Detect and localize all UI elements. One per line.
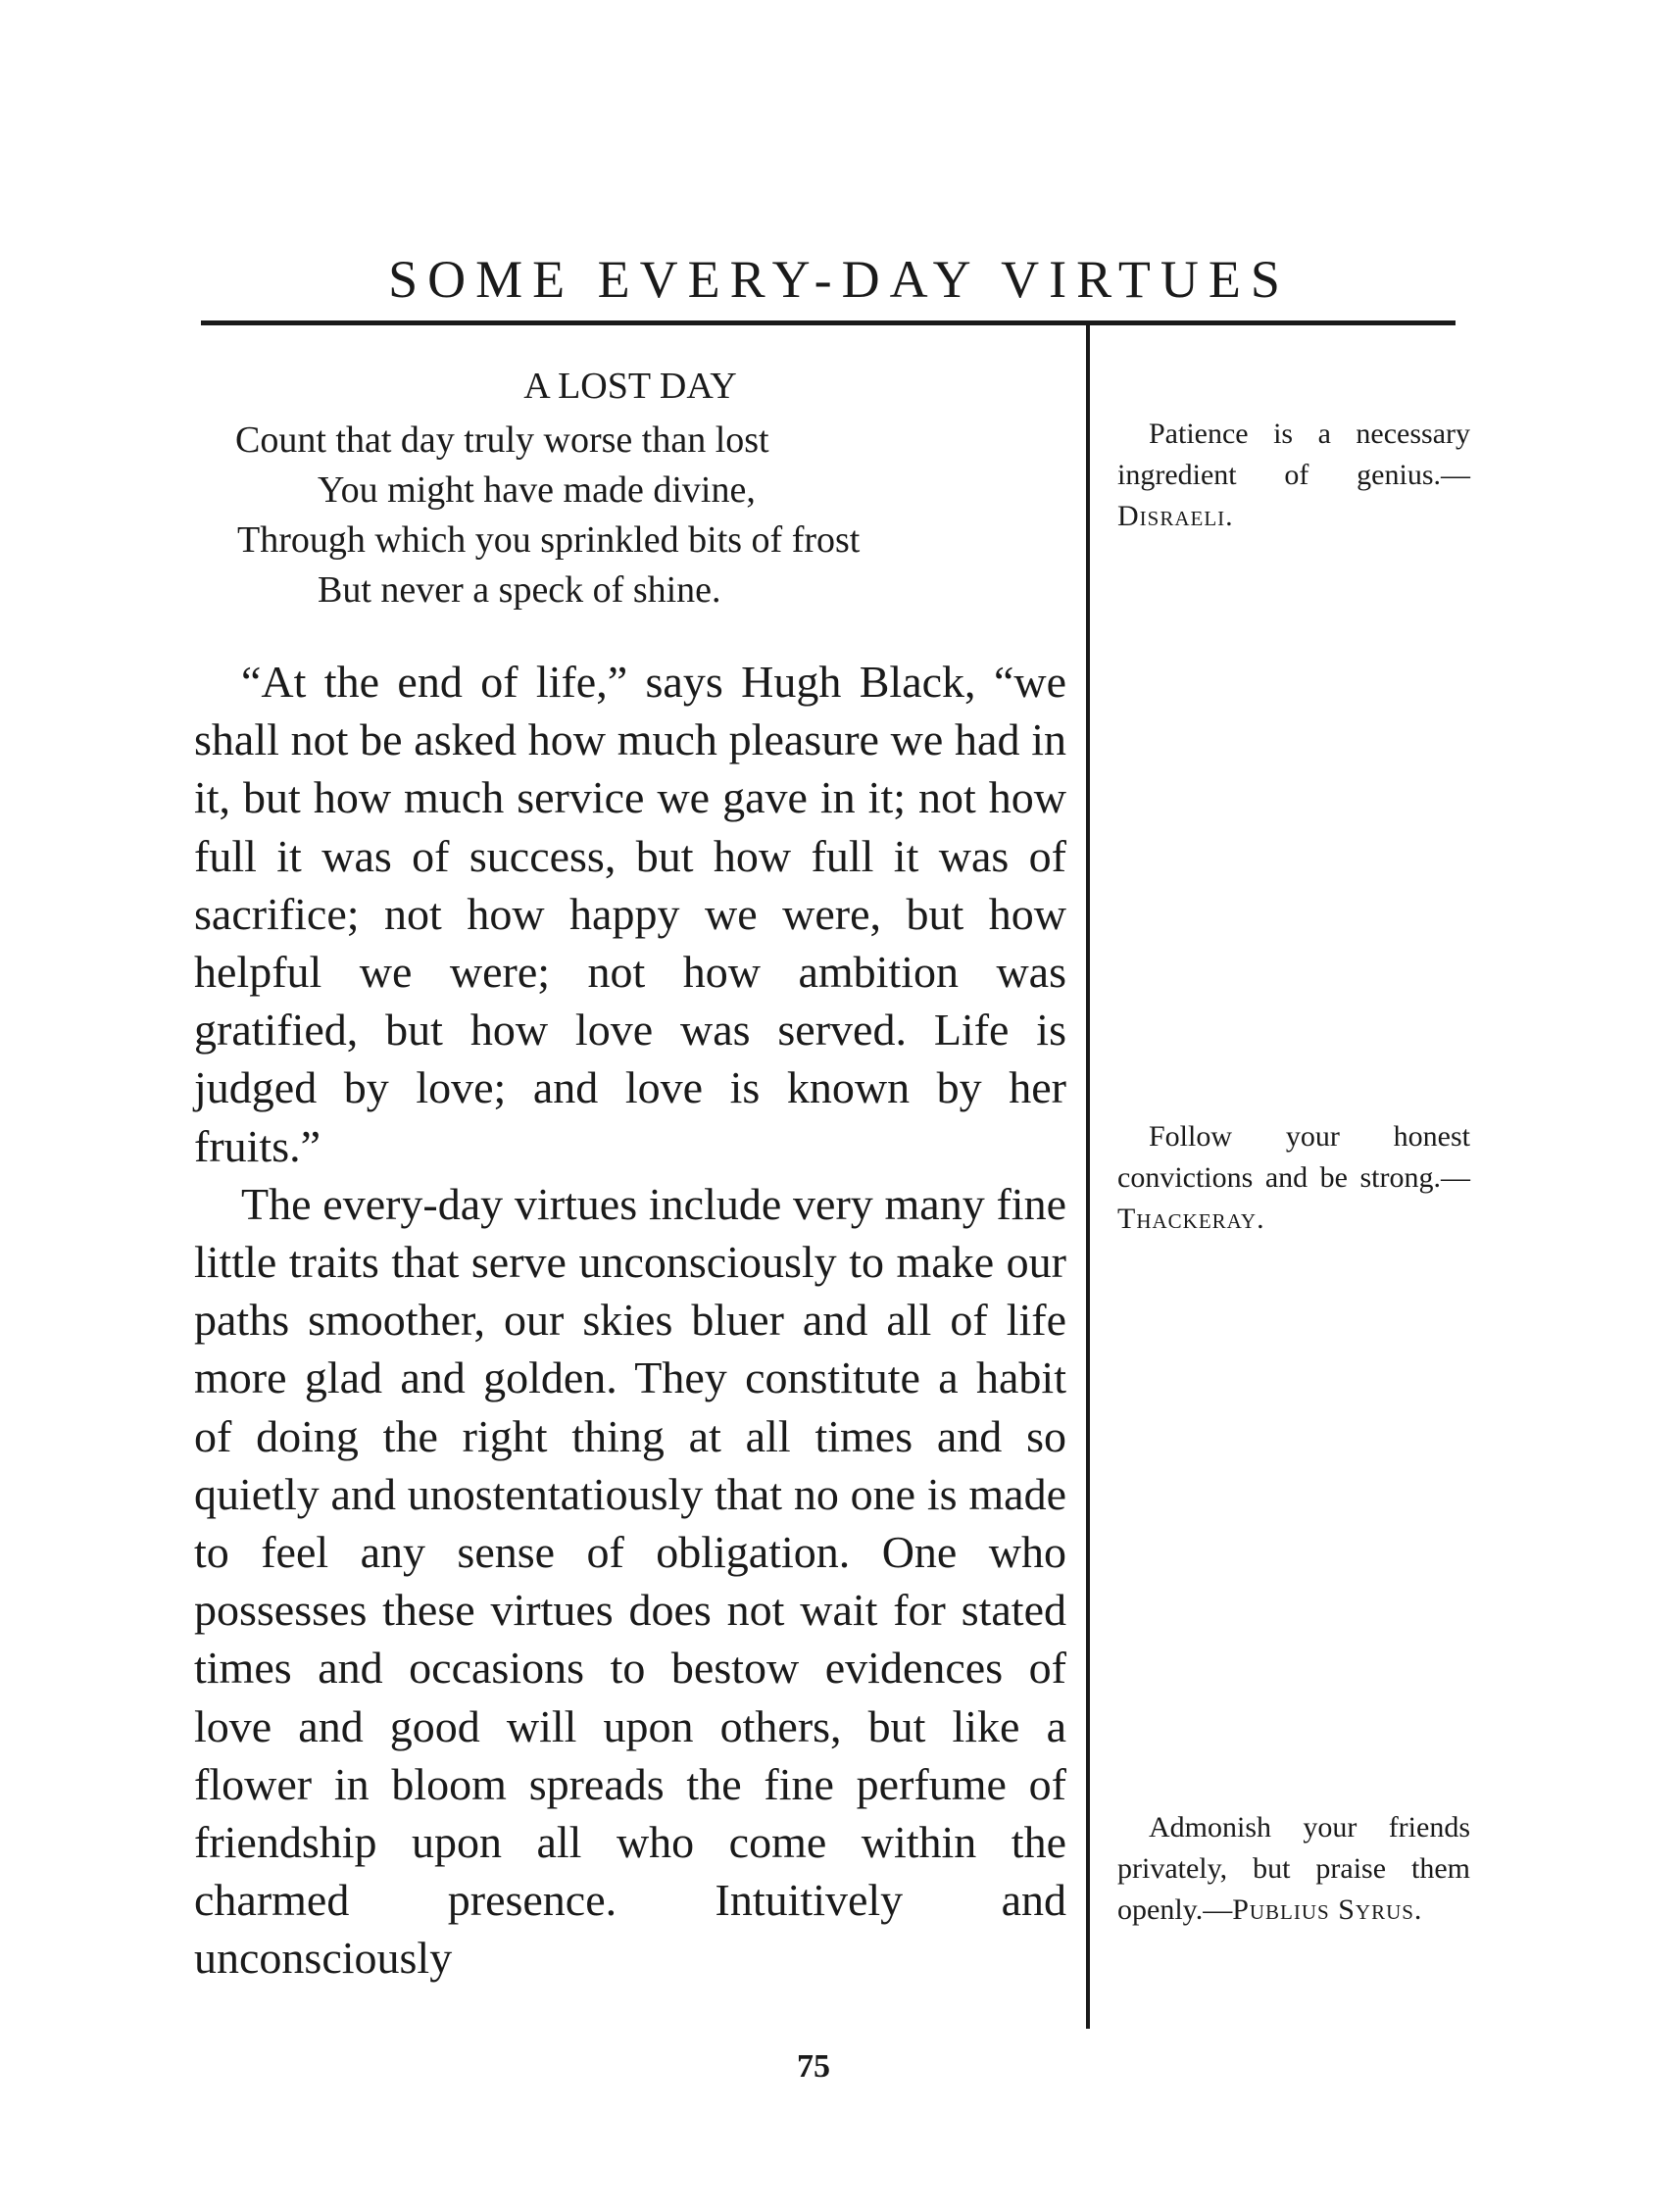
poem-line: Count that day truly worse than lost	[235, 419, 769, 461]
margin-quote	[1117, 1116, 1470, 1240]
page-title: SOME EVERY-DAY VIRTUES	[388, 250, 1290, 309]
body-text	[194, 653, 1066, 1988]
poem-line: Through which you sprinkled bits of frost	[237, 519, 861, 561]
margin-quote-text: Patience is a necessary ingredient of genius.—	[1117, 418, 1470, 491]
margin-quote-author: Disraeli.	[1117, 500, 1234, 532]
margin-quote-author: Publius Syrus.	[1232, 1893, 1423, 1926]
poem-title: A LOST DAY	[523, 366, 737, 407]
paragraph: The every-day virtues include very many fine little traits that serve unconsciously to make our paths smoother, our skies bluer and all of life more glad and golden. They constitute a habit of doing the right thing at all times and so quietly and unostentatiously that no one is made to feel any sense of obligation. One who possesses these virtues does not wait for stated times and occasions to bestow evidences of love and good will upon others, but like a flower in bloom spreads the fine perfume of friendship upon all who come within the charmed presence. Intuitively and unconsciously	[194, 1178, 1066, 1984]
poem	[194, 361, 1066, 615]
header-rule	[201, 320, 1456, 325]
margin-quote-text: Follow your honest convictions and be strong.—	[1117, 1120, 1470, 1194]
paragraph: “At the end of life,” says Hugh Black, “we shall not be asked how much pleasure we had in it, but how much service we gave in it; not how full it was of success, but how full it was of sacrifice; not how happy we were, but how helpful we were; not how ambition was gratified, but how love was served. Life is judged by love; and love is known by her fruits.”	[194, 657, 1066, 1171]
margin-quote	[1117, 1807, 1470, 1931]
column-divider	[1086, 323, 1090, 2029]
margin-quote-text: Admonish your friends privately, but praise them openly.—	[1117, 1811, 1470, 1926]
margin-quote	[1117, 414, 1470, 537]
margin-quote-author: Thackeray.	[1117, 1203, 1265, 1235]
page-number: 75	[797, 2048, 830, 2085]
poem-line: But never a speck of shine.	[318, 569, 721, 611]
main-column	[194, 361, 1066, 1988]
poem-line: You might have made divine,	[318, 469, 756, 511]
